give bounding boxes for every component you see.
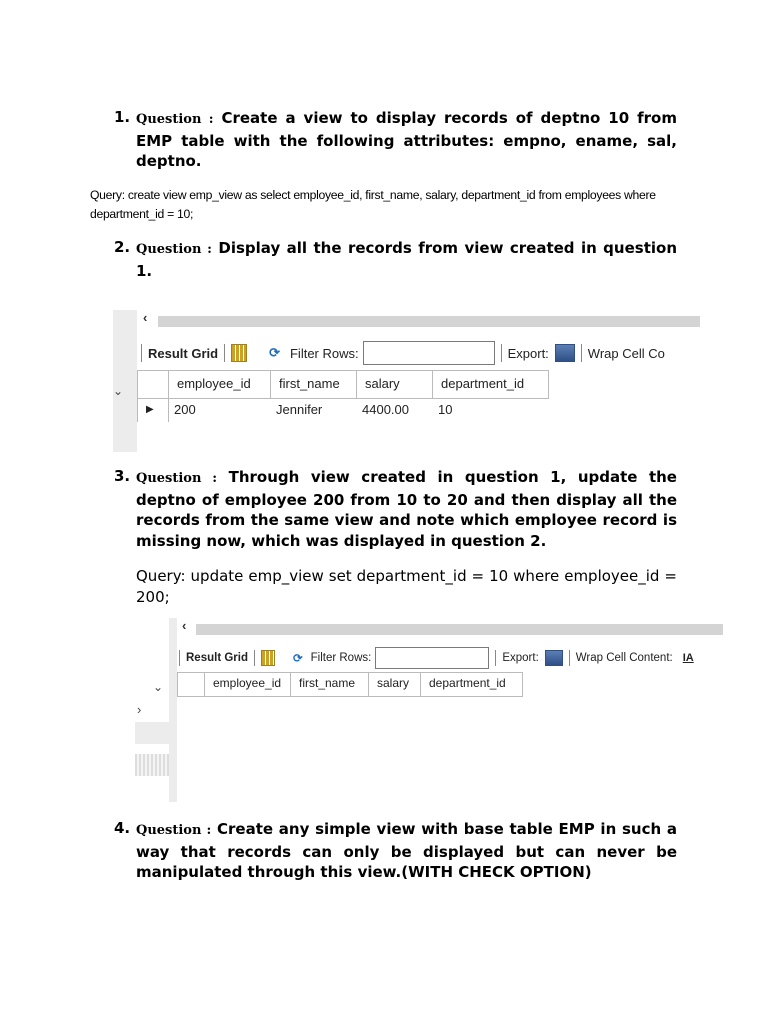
filter-rows-input[interactable]: [363, 341, 495, 365]
result-grid-tab[interactable]: Result Grid: [148, 345, 219, 361]
result-grid-screenshot-1: [113, 310, 700, 452]
filter-rows-input[interactable]: [375, 647, 489, 669]
question-number: 2.: [114, 238, 131, 256]
question-3: [114, 467, 677, 551]
export-label: Export:: [507, 345, 549, 361]
chevron-down-icon[interactable]: ⌄: [153, 680, 164, 694]
question-text: Display all the records from view created in question 1.: [136, 239, 678, 280]
grid-view-icon[interactable]: [261, 650, 275, 666]
grid-view-icon[interactable]: [231, 344, 247, 362]
wrap-icon[interactable]: IA: [682, 652, 694, 664]
question-1: [114, 108, 677, 172]
filter-rows-label: Filter Rows:: [310, 652, 372, 664]
export-label: Export:: [502, 652, 539, 664]
query-3: [136, 566, 677, 607]
refresh-icon[interactable]: ⟳: [269, 345, 280, 360]
result-toolbar: [179, 646, 694, 670]
question-number: 3.: [114, 467, 131, 485]
column-header-row: [177, 672, 523, 697]
column-header[interactable]: salary: [357, 371, 433, 398]
wrap-cell-content-label[interactable]: Wrap Cell Content:: [575, 652, 673, 664]
chevron-right-icon[interactable]: ›: [137, 702, 142, 717]
cell[interactable]: 10: [438, 402, 453, 417]
cell[interactable]: 200: [174, 402, 196, 417]
query-text: update emp_view set department_id = 10 where employee_id = 200;: [136, 567, 677, 606]
column-header[interactable]: department_id: [433, 371, 549, 398]
column-header[interactable]: first_name: [271, 371, 357, 398]
question-number: 1.: [114, 108, 131, 126]
question-label: Question :: [136, 242, 212, 257]
column-header[interactable]: salary: [369, 673, 421, 696]
cell[interactable]: Jennifer: [276, 402, 323, 417]
left-gutter: [169, 618, 177, 802]
scroll-left-icon[interactable]: ‹: [143, 310, 148, 325]
filter-rows-label: Filter Rows:: [289, 345, 359, 361]
column-header[interactable]: employee_id: [169, 371, 271, 398]
export-icon[interactable]: [555, 344, 575, 362]
result-grid-screenshot-2: [135, 618, 723, 802]
row-selector-header: [177, 673, 205, 696]
question-2: [114, 238, 677, 281]
row-pointer-icon: ▶: [137, 398, 169, 422]
cell[interactable]: 4400.00: [362, 402, 409, 417]
question-label: Question :: [136, 112, 214, 127]
question-4: [114, 819, 677, 883]
result-toolbar: [141, 340, 665, 366]
wrap-cell-content-label[interactable]: Wrap Cell Co: [587, 345, 665, 361]
question-label: Question :: [136, 471, 218, 486]
table-row[interactable]: [137, 398, 549, 422]
question-label: Question :: [136, 823, 212, 838]
query-label: Query:: [136, 567, 186, 585]
column-header[interactable]: employee_id: [205, 673, 291, 696]
left-gutter: [135, 754, 169, 776]
horizontal-scrollbar[interactable]: [158, 316, 700, 327]
question-number: 4.: [114, 819, 131, 837]
export-icon[interactable]: [545, 650, 563, 666]
refresh-icon[interactable]: ⟳: [292, 653, 303, 665]
column-header[interactable]: department_id: [421, 673, 523, 696]
column-header-row: [137, 370, 549, 399]
query-1: Query: create view emp_view as select employee_id, first_name, salary, department_id from employees where department_id = 10;: [90, 188, 656, 221]
chevron-down-icon[interactable]: ⌄: [113, 384, 124, 398]
result-grid-tab[interactable]: Result Grid: [186, 652, 248, 664]
left-gutter: [113, 310, 137, 452]
left-gutter: [135, 722, 169, 744]
horizontal-scrollbar[interactable]: [196, 624, 723, 635]
column-header[interactable]: first_name: [291, 673, 369, 696]
question-text: Create a view to display records of deptno 10 from EMP table with the following attributes: empno, ename, sal, deptno.: [136, 109, 677, 170]
row-selector-header: [137, 371, 169, 398]
scroll-left-icon[interactable]: ‹: [182, 618, 187, 633]
question-text: Through view created in question 1, update the deptno of employee 200 from 10 to 20 and then display all the records from the same view and note which employee record is missing now, which was displayed in question 2.: [136, 468, 677, 550]
question-text: Create any simple view with base table EMP in such a way that records can only be displayed but can never be manipulated through this view.(WITH CHECK OPTION): [136, 820, 677, 881]
